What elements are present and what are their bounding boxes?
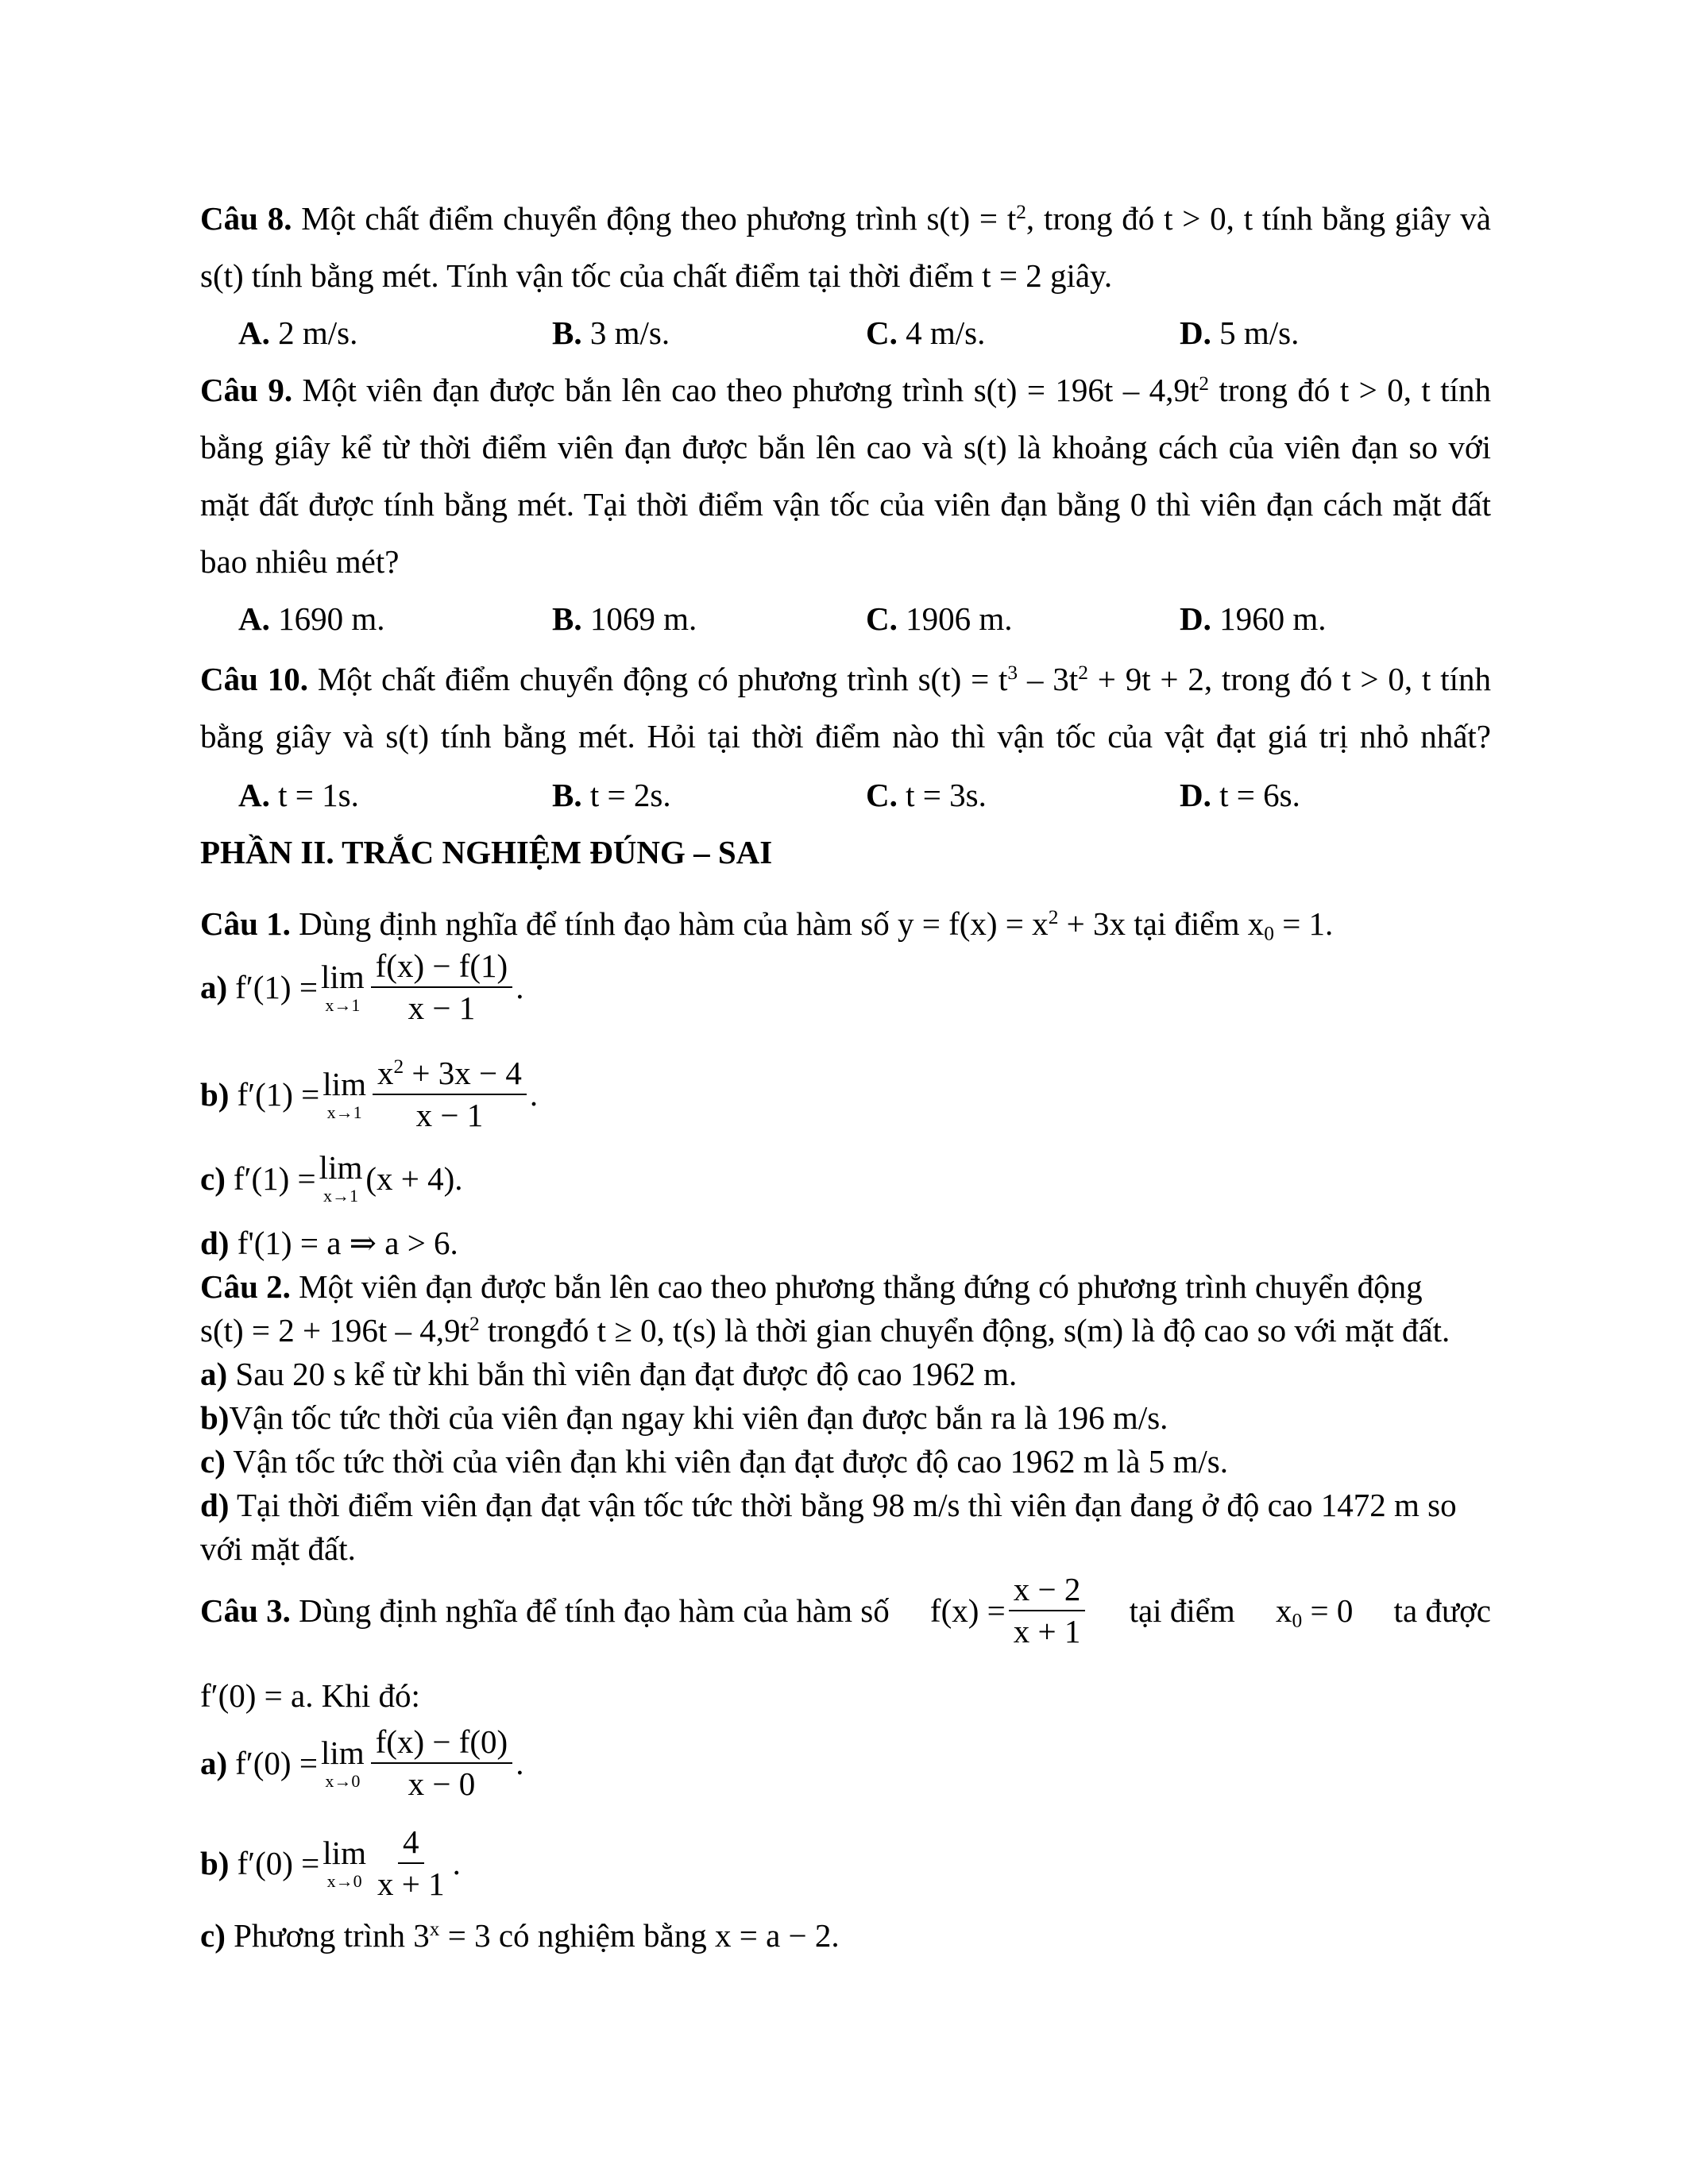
q10-option-b[interactable]: B. t = 2s. [552, 777, 671, 813]
q8-line2: s(t) tính bằng mét. Tính vận tốc của chất điểm tại thời điểm t = 2 giây. [200, 257, 1113, 294]
q8-option-d[interactable]: D. 5 m/s. [1180, 314, 1300, 351]
p2q2-statement-d[interactable]: d) Tại thời điểm viên đạn đạt vận tốc tức thời bằng 98 m/s thì viên đạn đang ở độ cao 1472 m so [200, 1487, 1457, 1523]
p2q3-label: Câu 3. [200, 1592, 291, 1630]
p2q3-statement-c[interactable]: c) Phương trình $3^x = 3$ có nghiệm bằng x = a − 2. [200, 1917, 840, 1954]
q10-line1: Câu 10. Một chất điểm chuyển động có phương trình $s(t) = t^3 - 3t^2 + 9t + 2$, trong đó t > 0, t tính [200, 661, 1491, 697]
q9-line3: mặt đất được tính bằng mét. Tại thời điểm vận tốc của viên đạn bằng 0 thì viên đạn cách mặt đất [200, 486, 1491, 523]
p2q1-label: Câu 1. [200, 905, 291, 942]
q8-label: Câu 8. [200, 200, 292, 237]
p2q1-statement-c[interactable]: c) f′(1) = lim x→1 (x + 4) . [200, 1149, 463, 1206]
p2q2-label: Câu 2. [200, 1268, 291, 1305]
p2q2-line2: $s(t) = 2 + 196t - 4,9t^2$ trongđó t ≥ 0, t(s) là thời gian chuyển động, s(m) là độ cao so với mặt đất. [200, 1312, 1450, 1349]
p2q2-statement-d-cont: với mặt đất. [200, 1530, 356, 1567]
p2q3-stem: Câu 3. Dùng định nghĩa để tính đạo hàm của hàm số f(x) = $\frac{x - 2}{x + 1}$ tại điểm $x_0 = 0$ ta được [200, 1571, 1491, 1650]
p2q2-line1: Câu 2. Một viên đạn được bắn lên cao theo phương thẳng đứng có phương trình chuyển động [200, 1268, 1423, 1305]
p2q1-stem: Câu 1. Dùng định nghĩa để tính đạo hàm của hàm số $y = f(x) = x^2 + 3x$ tại điểm $x_0 = 1$. [200, 905, 1334, 945]
p2q3-line2: f′(0) = a. Khi đó: [200, 1677, 420, 1714]
q10-option-c[interactable]: C. t = 3s. [866, 777, 987, 813]
q10-line2: bằng giây và s(t) tính bằng mét. Hỏi tại thời điểm nào thì vận tốc của vật đạt giá trị nhỏ nhất? [200, 718, 1491, 754]
q8-option-c[interactable]: C. 4 m/s. [866, 314, 986, 351]
p2q2-statement-c[interactable]: c) Vận tốc tức thời của viên đạn khi viên đạn đạt được độ cao 1962 m là 5 m/s. [200, 1443, 1228, 1480]
q9-option-b[interactable]: B. 1069 m. [552, 600, 697, 637]
q8-option-b[interactable]: B. 3 m/s. [552, 314, 670, 351]
part2-heading: PHẦN II. TRẮC NGHIỆM ĐÚNG – SAI [200, 834, 773, 870]
q8-option-a[interactable]: A. 2 m/s. [238, 314, 358, 351]
q9-line4: bao nhiêu mét? [200, 543, 400, 580]
p2q3-statement-b[interactable]: b) f′(0) = lim x→0 $\frac{4}{x + 1}$ . [200, 1823, 461, 1903]
q9-option-d[interactable]: D. 1960 m. [1180, 600, 1327, 637]
q10-option-a[interactable]: A. t = 1s. [238, 777, 359, 813]
q9-option-c[interactable]: C. 1906 m. [866, 600, 1013, 637]
p2q1-statement-d[interactable]: d) f'(1) = a ⇒ a > 6. [200, 1225, 458, 1261]
q9-line2: bằng giây kể từ thời điểm viên đạn được bắn lên cao và s(t) là khoảng cách của viên đạn so với [200, 429, 1491, 465]
q10-label: Câu 10. [200, 661, 308, 697]
p2q1-statement-a[interactable]: a) f′(1) = lim x→1 $\frac{f(x) - f(1)}{x - 1}$ . [200, 947, 524, 1027]
p2q2-statement-b[interactable]: b)Vận tốc tức thời của viên đạn ngay khi viên đạn được bắn ra là 196 m/s. [200, 1399, 1168, 1436]
q10-option-d[interactable]: D. t = 6s. [1180, 777, 1300, 813]
q8-line1: Câu 8. Một chất điểm chuyển động theo phương trình $s(t) = t^2$, trong đó t > 0, t tính bằng giây và [200, 200, 1492, 237]
q9-line1: Câu 9. Một viên đạn được bắn lên cao theo phương trình $s(t) = 196t - 4,9t^2$ trong đó t > 0, t tính [200, 372, 1492, 408]
q9-option-a[interactable]: A. 1690 m. [238, 600, 385, 637]
p2q3-statement-a[interactable]: a) f′(0) = lim x→0 $\frac{f(x) - f(0)}{x - 0}$ . [200, 1723, 524, 1803]
p2q1-statement-b[interactable]: b) f′(1) = lim x→1 $\frac{x^2 + 3x - 4}{x - 1}$ . [200, 1055, 539, 1134]
p2q2-statement-a[interactable]: a) Sau 20 s kể từ khi bắn thì viên đạn đạt được độ cao 1962 m. [200, 1356, 1018, 1392]
q9-label: Câu 9. [200, 372, 293, 408]
